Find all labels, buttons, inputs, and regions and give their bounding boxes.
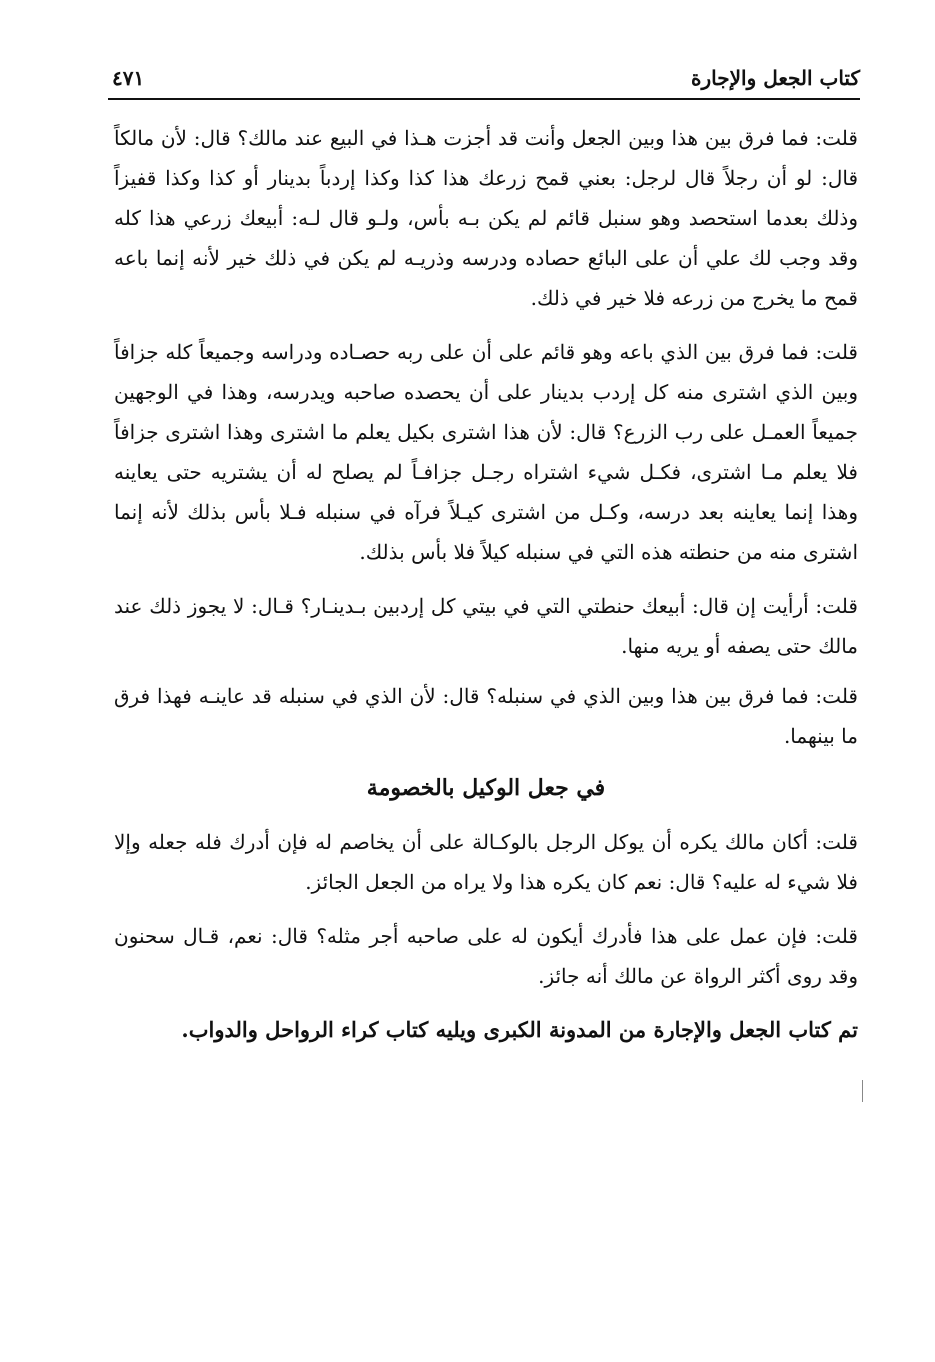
paragraph: قلت: فما فرق بين هذا وبين الذي في سنبله؟ قال: لأن الذي في سنبله قد عاينـه فهذا فرق ما بينهما. (114, 684, 858, 748)
paragraph: قلت: أرأيت إن قال: أبيعك حنطتي التي في بيتي كل إردبين بـدينـار؟ قـال: لا يجوز ذلك عند مالك حتى يصفه أو يريه منها. (114, 594, 858, 658)
paragraph: قلت: فما فرق بين هذا وبين الجعل وأنت قد أجزت هـذا في البيع عند مالك؟ قال: لأن مالكاً قال: لو أن رجلاً قال لرجل: بعني قمح زرعك هذا كذا وكذا إردباً بدينار أو كذا وكذا قفيزاً وذلك بعدما استحصد وهو سنبل قائم لم يكن بـه بأس، ولـو قال لـه: أبيعك زرعي هذا كله وقد وجب لك علي أن على البائع حصاده ودرسه وذريـه لم يكن في ذلك خير لأنه إنما باعه قمح ما يخرج من زرعه فلا خير في ذلك. (114, 126, 858, 310)
paragraph: قلت: فإن عمل على هذا فأدرك أيكون له على صاحبه أجر مثله؟ قال: نعم، قـال سحنون وقد روى أكثر الرواة عن مالك أنه جائز. (114, 924, 858, 988)
running-title: كتاب الجعل والإجارة (691, 66, 860, 90)
page-number: ٤٧١ (112, 66, 145, 90)
paragraph: قلت: فما فرق بين الذي باعه وهو قائم على أن على ربه حصـاده ودراسه وجميعاً كله جزافاً وبين الذي اشترى منه كل إردب بدينار على أن يحصده صاحبه ويدرسه، وهذا في الوجهين جميعاً العمـل على رب الزرع؟ قال: لأن هذا اشترى بكيل يعلم ما اشترى وهذا اشترى جزافاً فلا يعلم مـا اشترى، فكـل شيء اشتراه رجـل جزافـاً لم يصلح له أن يشتريه حتى يعاينه وهذا إنما يعاينه بعد درسه، وكـل من اشترى كيـلاً فرآه في سنبله فـلا بأس بذلك لأنه إنما اشترى منه من حنطته هذه التي في سنبله كيلاً فلا بأس بذلك. (114, 340, 858, 564)
page-header (108, 64, 860, 100)
body-text (114, 118, 858, 1064)
section-heading: في جعل الوكيل بالخصومة (366, 775, 606, 801)
paragraph: قلت: أكان مالك يكره أن يوكل الرجل بالوكـالة على أن يخاصم له فإن أدرك فله جعله وإلا فلا شيء له عليه؟ قال: نعم كان يكره هذا ولا يراه من الجعل الجائز. (114, 830, 858, 894)
margin-mark (862, 1080, 863, 1102)
header-rule (108, 98, 860, 100)
closing-note: تم كتاب الجعل والإجارة من المدونة الكبرى ويليه كتاب كراء الرواحل والدواب. (181, 1017, 858, 1042)
